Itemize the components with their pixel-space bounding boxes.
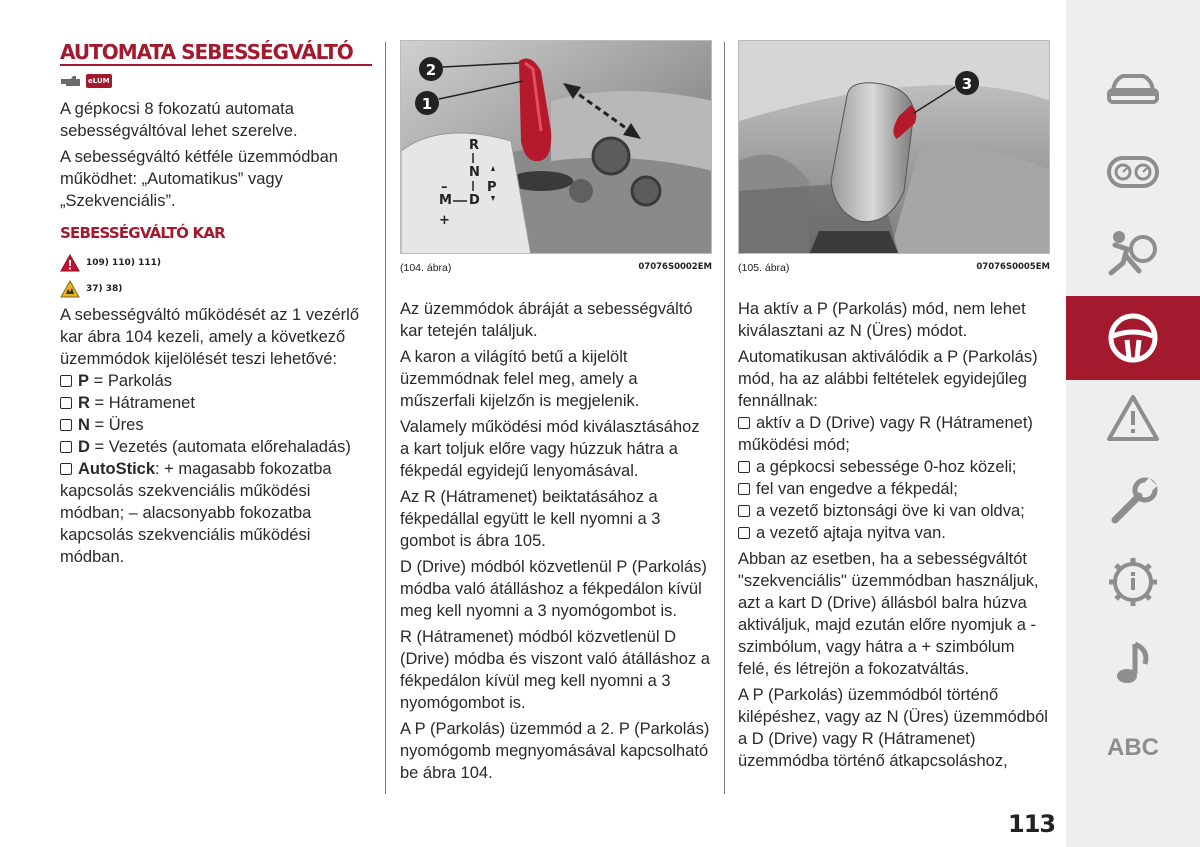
checkbox-bullet (738, 483, 750, 495)
col3-paragraph-2: Automatikusan aktiválódik a P (Parkolás) mód, ha az alábbi feltételek egyidejűleg fennállnak: (738, 348, 1038, 410)
sidebar-item-index[interactable] (1066, 706, 1200, 790)
column-3 (738, 40, 1050, 776)
caution-hand-icon (60, 280, 80, 298)
column-2 (400, 40, 712, 788)
checkbox-bullet (60, 397, 72, 409)
column-1 (60, 40, 372, 568)
chapter-sidebar (1066, 0, 1200, 847)
caution-refs-text: 37) 38) (86, 284, 123, 294)
steering-wheel-icon (1105, 310, 1161, 366)
figure-105-lever-button (738, 40, 1050, 254)
checkbox-bullet (60, 375, 72, 387)
figure-105-caption-row (738, 262, 1050, 274)
warning-references (60, 252, 372, 274)
section-title: AUTOMATA SEBESSÉGVÁLTÓ (60, 40, 353, 64)
mode-item-p: P = Parkolás (60, 370, 372, 392)
mode-item-autostick: AutoStick: + magasabb fokozatba kapcsolás szekvenciális működési módban; – alacsonyabb fokozatba kapcsolás szekvenciális működési módban. (60, 460, 332, 566)
figure-104-code: 07076S0002EM (638, 262, 712, 272)
gate-m: M (439, 193, 452, 208)
lever-button-illustration (739, 41, 1050, 254)
danger-warning-icon (60, 254, 80, 272)
condition-item: a vezető ajtaja nyitva van. (738, 522, 1050, 544)
pointing-hand-icon (60, 74, 82, 88)
col2-paragraph-5: D (Drive) módból közvetlenül P (Parkolás) módba való átálláshoz a fékpedálon kívül meg kell nyomni a 3 nyomógombot is. (400, 558, 707, 620)
figure-104-caption-row (400, 262, 712, 274)
checkbox-bullet (738, 417, 750, 429)
callout-3: 3 (961, 75, 973, 93)
sidebar-item-vehicle[interactable] (1066, 46, 1200, 130)
gate-r: R (469, 138, 480, 153)
lever-description: A sebességváltó működését az 1 vezérlő kar ábra 104 kezeli, amely a következő üzemmódok kijelölését teszi lehetővé: (60, 306, 360, 368)
col3-paragraph-3: Abban az esetben, ha a sebességváltót "szekvenciális" üzemmódban használjuk, azt a kart D (Drive) állásból balra húzva aktiváljuk, majd ezután előre nyomjuk a - szimbólum, vagy hátra a + szimbólum felé, és létrejön a fokozatváltás. (738, 550, 1039, 678)
condition-item: a gépkocsi sebessége 0-hoz közeli; (738, 456, 1050, 478)
gear-lever-illustration (401, 41, 712, 254)
elum-row (60, 74, 372, 88)
col2-paragraph-3: Valamely működési mód kiválasztásához a kart toljuk előre vagy húzzuk hátra a fékpedál egyidejű lenyomásával. (400, 418, 700, 480)
figure-105-caption: (105. ábra) (738, 262, 790, 274)
info-gear-icon (1105, 554, 1161, 610)
checkbox-bullet (60, 419, 72, 431)
col2-paragraph-2: A karon a világító betű a kijelölt üzemmódnak felel meg, amely a műszerfali kijelzőn is megjelenik. (400, 348, 640, 410)
wrench-icon (1105, 474, 1161, 530)
condition-item: a vezető biztonsági öve ki van oldva; (738, 500, 1050, 522)
sidebar-item-instruments[interactable] (1066, 130, 1200, 214)
condition-item: aktív a D (Drive) vagy R (Hátramenet) működési mód; (738, 414, 1033, 454)
figure-105-code: 07076S0005EM (976, 262, 1050, 272)
page-number: 113 (1008, 810, 1056, 838)
warning-refs-text: 109) 110) 111) (86, 258, 161, 268)
column-divider (724, 42, 725, 794)
checkbox-bullet (738, 527, 750, 539)
gate-d: D (469, 193, 480, 208)
callout-2: 2 (425, 61, 437, 79)
intro-paragraph-2: A sebességváltó kétféle üzemmódban működhet: „Automatikus” vagy „Szekvenciális”. (60, 148, 338, 210)
col2-paragraph-6: R (Hátramenet) módból közvetlenül D (Drive) módba és viszont való átálláshoz a fékpedálon kívül meg kell nyomni a 3 nyomógombot is. (400, 628, 710, 712)
col3-paragraph-1: Ha aktív a P (Parkolás) mód, nem lehet kiválasztani az N (Üres) módot. (738, 300, 1026, 340)
checkbox-bullet (60, 441, 72, 453)
col2-paragraph-1: Az üzemmódok ábráját a sebességváltó kar tetején találjuk. (400, 300, 693, 340)
music-note-icon (1105, 636, 1161, 692)
mode-item-r: R = Hátramenet (60, 392, 372, 414)
sidebar-item-maintenance[interactable] (1066, 460, 1200, 544)
mode-item-d: D = Vezetés (automata előrehaladás) (60, 436, 372, 458)
figure-104-caption: (104. ábra) (400, 262, 452, 274)
caution-references (60, 278, 372, 300)
sidebar-item-multimedia[interactable] (1066, 622, 1200, 706)
condition-item: fel van engedve a fékpedál; (738, 478, 1050, 500)
gate-n: N (469, 165, 480, 180)
sidebar-item-safety[interactable] (1066, 210, 1200, 294)
checkbox-bullet (738, 461, 750, 473)
subsection-title: SEBESSÉGVÁLTÓ KAR (60, 224, 225, 242)
col2-paragraph-7: A P (Parkolás) üzemmód a 2. P (Parkolás) nyomógomb megnyomásával kapcsolható be ábra 104. (400, 720, 710, 782)
sidebar-item-driving[interactable] (1066, 296, 1200, 380)
gate-p: P (487, 180, 497, 195)
intro-paragraph-1: A gépkocsi 8 fokozatú automata sebességváltóval lehet szerelve. (60, 100, 298, 140)
elum-badge: eLUM (86, 74, 112, 88)
gate-plus: + (439, 213, 450, 228)
dashboard-icon (1105, 152, 1161, 192)
column-divider (385, 42, 386, 794)
checkbox-bullet (738, 505, 750, 517)
abc-index-label: ABC (1107, 734, 1159, 761)
warning-triangle-icon (1105, 393, 1161, 443)
title-underline (60, 64, 372, 66)
checkbox-bullet (60, 463, 72, 475)
airbag-icon (1105, 227, 1161, 277)
col2-paragraph-4: Az R (Hátramenet) beiktatásához a fékpedállal együtt le kell nyomni a 3 gombot is ábra 105. (400, 488, 661, 550)
sidebar-item-technical-data[interactable] (1066, 540, 1200, 624)
mode-item-n: N = Üres (60, 414, 372, 436)
gate-minus: – (441, 180, 448, 195)
car-icon (1105, 68, 1161, 108)
sidebar-item-emergency[interactable] (1066, 376, 1200, 460)
callout-1: 1 (421, 95, 433, 113)
col3-paragraph-4: A P (Parkolás) üzemmódból történő kilépéshez, vagy az N (Üres) üzemmódból a D (Drive) vagy R (Hátramenet) üzemmódba történő átkapcsoláshoz, (738, 686, 1048, 770)
figure-104-gear-lever (400, 40, 712, 254)
